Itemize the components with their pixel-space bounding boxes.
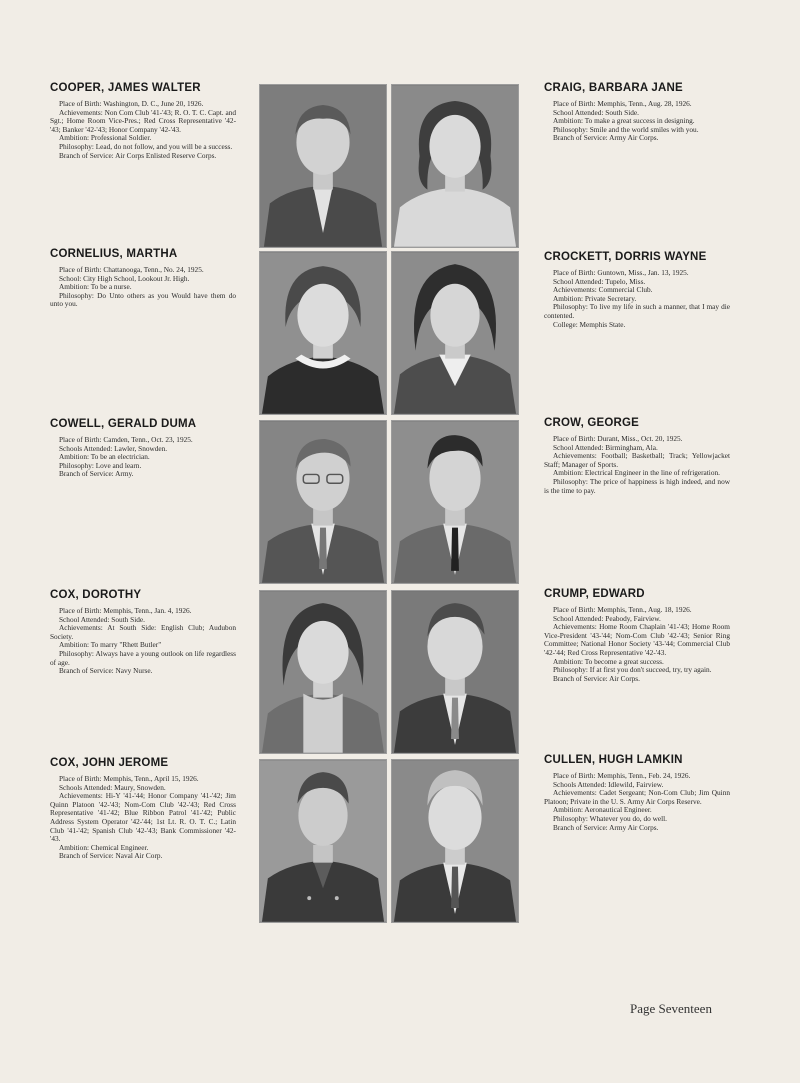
portrait-female-icon (260, 252, 386, 414)
detail-line: Place of Birth: Chattanooga, Tenn., No. 24, 1925. (59, 265, 204, 274)
detail-line: Branch of Service: Navy Nurse. (59, 666, 153, 676)
portrait-photo-crump (391, 590, 519, 754)
detail-line: Place of Birth: Memphis, Tenn., Jan. 4, 1926. (59, 606, 192, 615)
detail-line: Ambition: To make a great success in designing. (553, 116, 695, 126)
portrait-photo-cooper (259, 84, 387, 248)
detail-line: School Attended: Tupelo, Miss. (553, 276, 646, 286)
detail-line: Philosophy: Lead, do not follow, and you will be a success. (59, 141, 233, 151)
detail-line: Place of Birth: Memphis, Tenn., Feb. 24, 1926. (553, 771, 691, 780)
student-name: CORNELIUS, MARTHA (50, 248, 178, 260)
student-entry-crump (544, 588, 730, 683)
student-details (50, 436, 236, 479)
detail-line: Philosophy: Smile and the world smiles with you. (553, 124, 699, 134)
detail-line: Achievements: Football; Basketball; Track; Yellowjacket Staff; Manager of Sports. (544, 451, 730, 469)
detail-line: Place of Birth: Memphis, Tenn., April 15, 1926. (59, 774, 199, 783)
portrait-photo-cox-dorothy (259, 590, 387, 754)
student-details (544, 269, 730, 329)
portrait-photo-cornelius (259, 251, 387, 415)
detail-line: Ambition: Professional Soldier. (59, 133, 152, 143)
detail-line: School Attended: Peabody, Fairview. (553, 613, 661, 623)
detail-line: Place of Birth: Camden, Tenn., Oct. 23, 1925. (59, 435, 193, 444)
portrait-female-icon (392, 252, 518, 414)
detail-line: Philosophy: Whatever you do, do well. (553, 813, 667, 823)
detail-line: Place of Birth: Memphis, Tenn., Aug. 28, 1926. (553, 99, 692, 108)
detail-line: Place of Birth: Memphis, Tenn., Aug. 18, 1926. (553, 605, 692, 614)
student-details (50, 100, 236, 160)
detail-line: Philosophy: The price of happiness is high indeed, and now is the time to pay. (544, 476, 730, 495)
detail-line: Philosophy: Love and learn. (59, 460, 142, 470)
student-name: CROW, GEORGE (544, 417, 640, 429)
page-number: Page Seventeen (630, 1001, 712, 1016)
portrait-photo-crockett (391, 251, 519, 415)
detail-line: Branch of Service: Army. (59, 469, 134, 479)
detail-line: School Attended: Birmingham, Ala. (553, 442, 658, 452)
detail-line: School Attended: South Side. (59, 614, 145, 624)
student-entry-craig (544, 82, 730, 143)
detail-line: School Attended: South Side. (553, 107, 639, 117)
detail-line: Schools Attended: Idlewild, Fairview. (553, 779, 664, 789)
student-entry-cox-dorothy (50, 589, 236, 676)
detail-line: School: City High School, Lookout Jr. High. (59, 273, 190, 283)
student-entry-crow (544, 417, 730, 495)
detail-line: Place of Birth: Guntown, Miss., Jan. 13, 1925. (553, 268, 689, 277)
portrait-female-icon (260, 591, 386, 753)
detail-line: Ambition: To marry "Rhett Butler" (59, 640, 162, 650)
student-details (544, 606, 730, 683)
student-entry-cullen (544, 754, 730, 832)
portrait-photo-crow (391, 420, 519, 584)
student-name: COWELL, GERALD DUMA (50, 418, 197, 430)
detail-line: Branch of Service: Naval Air Corp. (59, 851, 163, 861)
student-name: CRAIG, BARBARA JANE (544, 82, 683, 94)
detail-line: Branch of Service: Army Air Corps. (553, 822, 659, 832)
student-entry-cornelius (50, 248, 236, 309)
student-name: COOPER, JAMES WALTER (50, 82, 201, 94)
detail-line: Ambition: Private Secretary. (553, 293, 637, 303)
portrait-male-icon (260, 85, 386, 247)
detail-line: Ambition: Electrical Engineer in the line of refrigeration. (553, 468, 720, 478)
detail-line: Achievements: Commercial Club. (553, 285, 653, 295)
portrait-male-icon (392, 760, 518, 922)
detail-line: Philosophy: Always have a young outlook on life regardless of age. (50, 648, 236, 667)
detail-line: Branch of Service: Air Corps Enlisted Reserve Corps. (59, 150, 217, 160)
student-details (544, 100, 730, 143)
portrait-photo-cullen (391, 759, 519, 923)
portrait-female-icon (392, 85, 518, 247)
detail-line: Achievements: Hi-Y '41-'44; Honor Company '41-'42; Jim Quinn Platoon '42-'43; Nom-Com Club '42-'43; Red Cross Representative '41-'42; Blue Ribbon Patrol '41-'42; Public Address System Operator '42-'44; 1st Lt. R. O. T. C.; Latin Club '41-'42; Spanish Club '42-'43; Bank Commissioner '42-'43. (50, 791, 236, 844)
student-name: CROCKETT, DORRIS WAYNE (544, 251, 707, 263)
detail-line: Achievements: Cadet Sergeant; Non-Com Club; Jim Quinn Platoon; Private in the U. S. Army Air Corps Reserve. (544, 788, 730, 806)
portrait-photo-cowell (259, 420, 387, 584)
portrait-uniform-icon (260, 760, 386, 922)
detail-line: Ambition: To become a great success. (553, 656, 664, 666)
student-details (544, 435, 730, 495)
detail-line: Ambition: Aeronautical Engineer. (553, 805, 652, 815)
student-details (50, 775, 236, 861)
detail-line: Achievements: At South Side: English Club; Audubon Society. (50, 623, 236, 641)
detail-line: Ambition: To be a nurse. (59, 282, 132, 292)
portrait-male-icon (392, 591, 518, 753)
detail-line: Philosophy: Do Unto others as you Would have them do unto you. (50, 290, 236, 309)
student-name: CULLEN, HUGH LAMKIN (544, 754, 683, 766)
portrait-male-icon (260, 421, 386, 583)
student-entry-crockett (544, 251, 730, 329)
detail-line: Place of Birth: Washington, D. C., June 20, 1926. (59, 99, 204, 108)
portrait-male-icon (392, 421, 518, 583)
detail-line: Achievements: Home Room Chaplain '41-'43; Home Room Vice-President '43-'44; Nom-Com Club '42-'43; Senior Ring Committee; National Honor Society '43-'44; Commercial Club '42-'44; Red Cross Representative '42-'43. (544, 622, 730, 657)
detail-line: Place of Birth: Durant, Miss., Oct. 20, 1925. (553, 434, 683, 443)
detail-line: Philosophy: If at first you don't succeed, try, try again. (553, 665, 712, 675)
detail-line: Ambition: Chemical Engineer. (59, 842, 149, 852)
student-details (544, 772, 730, 832)
student-entry-cox-john (50, 757, 236, 861)
detail-line: Schools Attended: Lawler, Snowden. (59, 443, 168, 453)
detail-line: Philosophy: To live my life in such a manner, that I may die contented. (544, 302, 730, 320)
portrait-photo-cox-john (259, 759, 387, 923)
detail-line: Achievements: Non Com Club '41-'43; R. O. T. C. Capt. and Sgt.; Home Room Vice-Pres.; Red Cross Representative '42-'43; Banker '42-'43; Honor Company '42-'43. (50, 107, 236, 134)
student-name: COX, DOROTHY (50, 589, 142, 601)
detail-line: College: Memphis State. (553, 319, 626, 329)
student-name: CRUMP, EDWARD (544, 588, 645, 600)
portrait-photo-craig (391, 84, 519, 248)
student-details (50, 266, 236, 309)
detail-line: Branch of Service: Army Air Corps. (553, 133, 659, 143)
student-entry-cooper (50, 82, 236, 160)
detail-line: Schools Attended: Maury, Snowden. (59, 782, 166, 792)
detail-line: Ambition: To be an electrician. (59, 452, 150, 462)
student-entry-cowell (50, 418, 236, 479)
student-name: COX, JOHN JEROME (50, 757, 169, 769)
detail-line: Branch of Service: Air Corps. (553, 673, 640, 683)
student-details (50, 607, 236, 676)
